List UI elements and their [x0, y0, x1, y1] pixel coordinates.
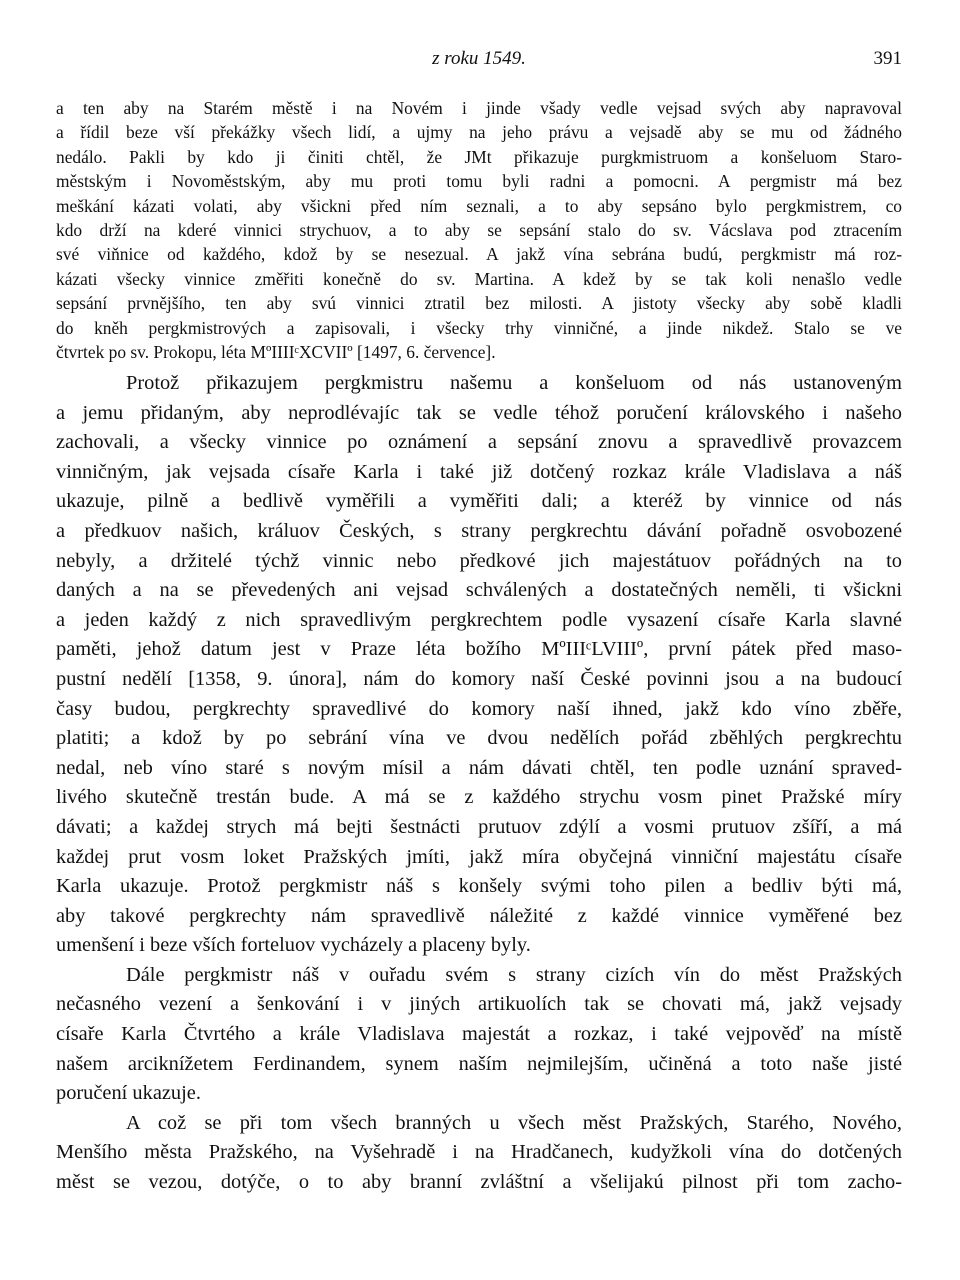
text-line: nedal, neb víno staré s novým mísil a nám dávati chtěl, ten podle uznání spraved- [56, 756, 902, 779]
paragraph [56, 369, 902, 961]
text-line: Karla ukazuje. Protož pergkmistr náš s konšely svými toho pilen a bedliv býti má, [56, 875, 902, 898]
text-line: poručení ukazuje. [56, 1082, 201, 1105]
text-line: našem arciknížetem Ferdinandem, synem naším nejmilejším, učiněná a toto naše jisté [56, 1052, 902, 1075]
text-line: pustní nedělí [1358, 9. února], nám do komory naší České povinni jsou a na budoucí [56, 667, 902, 690]
text-line: do kněh pergkmistrových a zapisovali, i všecky trhy vinničné, a jinde nikdež. Stalo se ve [56, 317, 902, 338]
page-header [56, 46, 902, 74]
text-line: aby takové pergkrechty nám spravedlivě náležité z každé vinnice vyměřené bez [56, 904, 902, 927]
text-line: vinničným, jak vejsada císaře Karla i také již dotčený rozkaz krále Vladislava a náš [56, 460, 902, 483]
text-line: císaře Karla Čtvrtého a krále Vladislava majestát a rozkaz, i také vejpověď na místě [56, 1023, 902, 1046]
text-line: dávati; a každej strych má bejti šestnácti prutuov zdýlí a vosmi prutuov zšíří, a má [56, 815, 902, 838]
text-line: kdo drží na kderé vinnici strychuov, a to aby se sepsání stalo do sv. Vácslava pod ztracením [56, 220, 902, 241]
text-line: své viňnice od každého, kdož by se nesezual. A jakž vína sebrána budú, pergkmistr má roz- [56, 244, 902, 265]
text-line: čtvrtek po sv. Prokopu, léta MºIIIIᶜXCVIIº [1497, 6. července]. [56, 342, 496, 363]
text-line: livého skutečně trestán bude. A má se z každého strychu vosm pinet Pražské míry [56, 786, 902, 809]
text-line: meškání kázati volati, aby všickni před ním seznali, a to aby sepsáno bylo pergkmistrem, co [56, 195, 902, 216]
text-line: a předkuov našich, králuov Českých, s strany pergkrechtu dávání pořadně osvobozené [56, 519, 902, 542]
text-line: měst se vezou, dotýče, o to aby branní zvláštní a všelijakú pilnost při tom zacho- [56, 1171, 902, 1194]
running-title: z roku 1549. [432, 48, 526, 69]
text-line: časy budou, pergkrechty spravedlivé do komory naší ihned, jakž kdo víno zběře, [56, 697, 902, 720]
text-line: umenšení i beze vších forteluov vycházely a placeny byly. [56, 934, 531, 957]
text-line: městským i Novoměstským, aby mu proti tomu byli radni a pomocni. A pergmistr má bez [56, 171, 902, 192]
text-line: Protož přikazujem pergkmistru našemu a konšeluom od nás ustanoveným [126, 372, 902, 394]
main-text [56, 369, 902, 1198]
text-line: kázati všecky vinnice změřiti konečně do sv. Martina. A kdež by se tak koli nenašlo vedle [56, 268, 902, 289]
text-line: platiti; a kdož by po sebrání vína ve dvou nedělích pořád zběhlých pergkrechtu [56, 727, 902, 750]
text-line: nedálo. Pakli by kdo ji činiti chtěl, že JMt přikazuje purgkmistruom a konšeluom Staro- [56, 146, 902, 167]
text-line: zachovali, a všecky vinnice po oznámení a sepsání znovu a spravedlivě provazcem [56, 431, 902, 454]
text-line: a jeden každý z nich spravedlivým pergkrechtem podle vysazení císaře Karla slavné [56, 608, 902, 631]
text-line: nebyly, a držitelé týchž vinnic nebo předkové jich majestátuov pořádných na to [56, 549, 902, 572]
text-line: Menšího města Pražského, na Vyšehradě i na Hradčanech, kudyžkoli vína do dotčených [56, 1141, 902, 1164]
paragraph [56, 1109, 902, 1198]
text-line: nečasného vezení a šenkování i v jiných artikuolích tak se chovati má, jakž vejsady [56, 993, 902, 1016]
text-line: daných a na se převedených ani vejsad schválených a dostatečných neměli, ti všickni [56, 579, 902, 602]
text-line: A což se při tom všech branných u všech měst Pražských, Starého, Nového, [126, 1111, 902, 1134]
text-line: sepsání prvnějšího, ten aby svú vinnici ztratil bez milosti. A jistoty všecky aby sobě kladli [56, 293, 902, 314]
text-line: Dále pergkmistr náš v ouřadu svém s strany cizích vín do měst Pražských [126, 963, 902, 986]
text-line: a řídil beze vší překážky všech lidí, a ujmy na jeho právu a vejsadě aby se mu od žádného [56, 122, 902, 143]
small-print-paragraph [56, 96, 902, 364]
text-line: a ten aby na Starém městě i na Novém i jinde všady vedle vejsad svých aby napravoval [56, 98, 902, 118]
text-line: a jemu přidaným, aby neprodlévajíc tak se vedle téhož poručení královského i našeho [56, 401, 902, 424]
text-line: každej prut vosm loket Pražských jmíti, jakž míra obyčejná vinniční majestátu císaře [56, 845, 902, 868]
text-line: paměti, jehož datum jest v Praze léta božího MºIIIᶜLVIIIº, první pátek před maso- [56, 638, 902, 661]
text-line: ukazuje, pilně a bedlivě vyměřili a vyměřiti dali; a kteréž by vinnice od nás [56, 490, 902, 513]
page-number: 391 [873, 48, 902, 69]
paragraph [56, 96, 902, 364]
paragraph [56, 961, 902, 1109]
